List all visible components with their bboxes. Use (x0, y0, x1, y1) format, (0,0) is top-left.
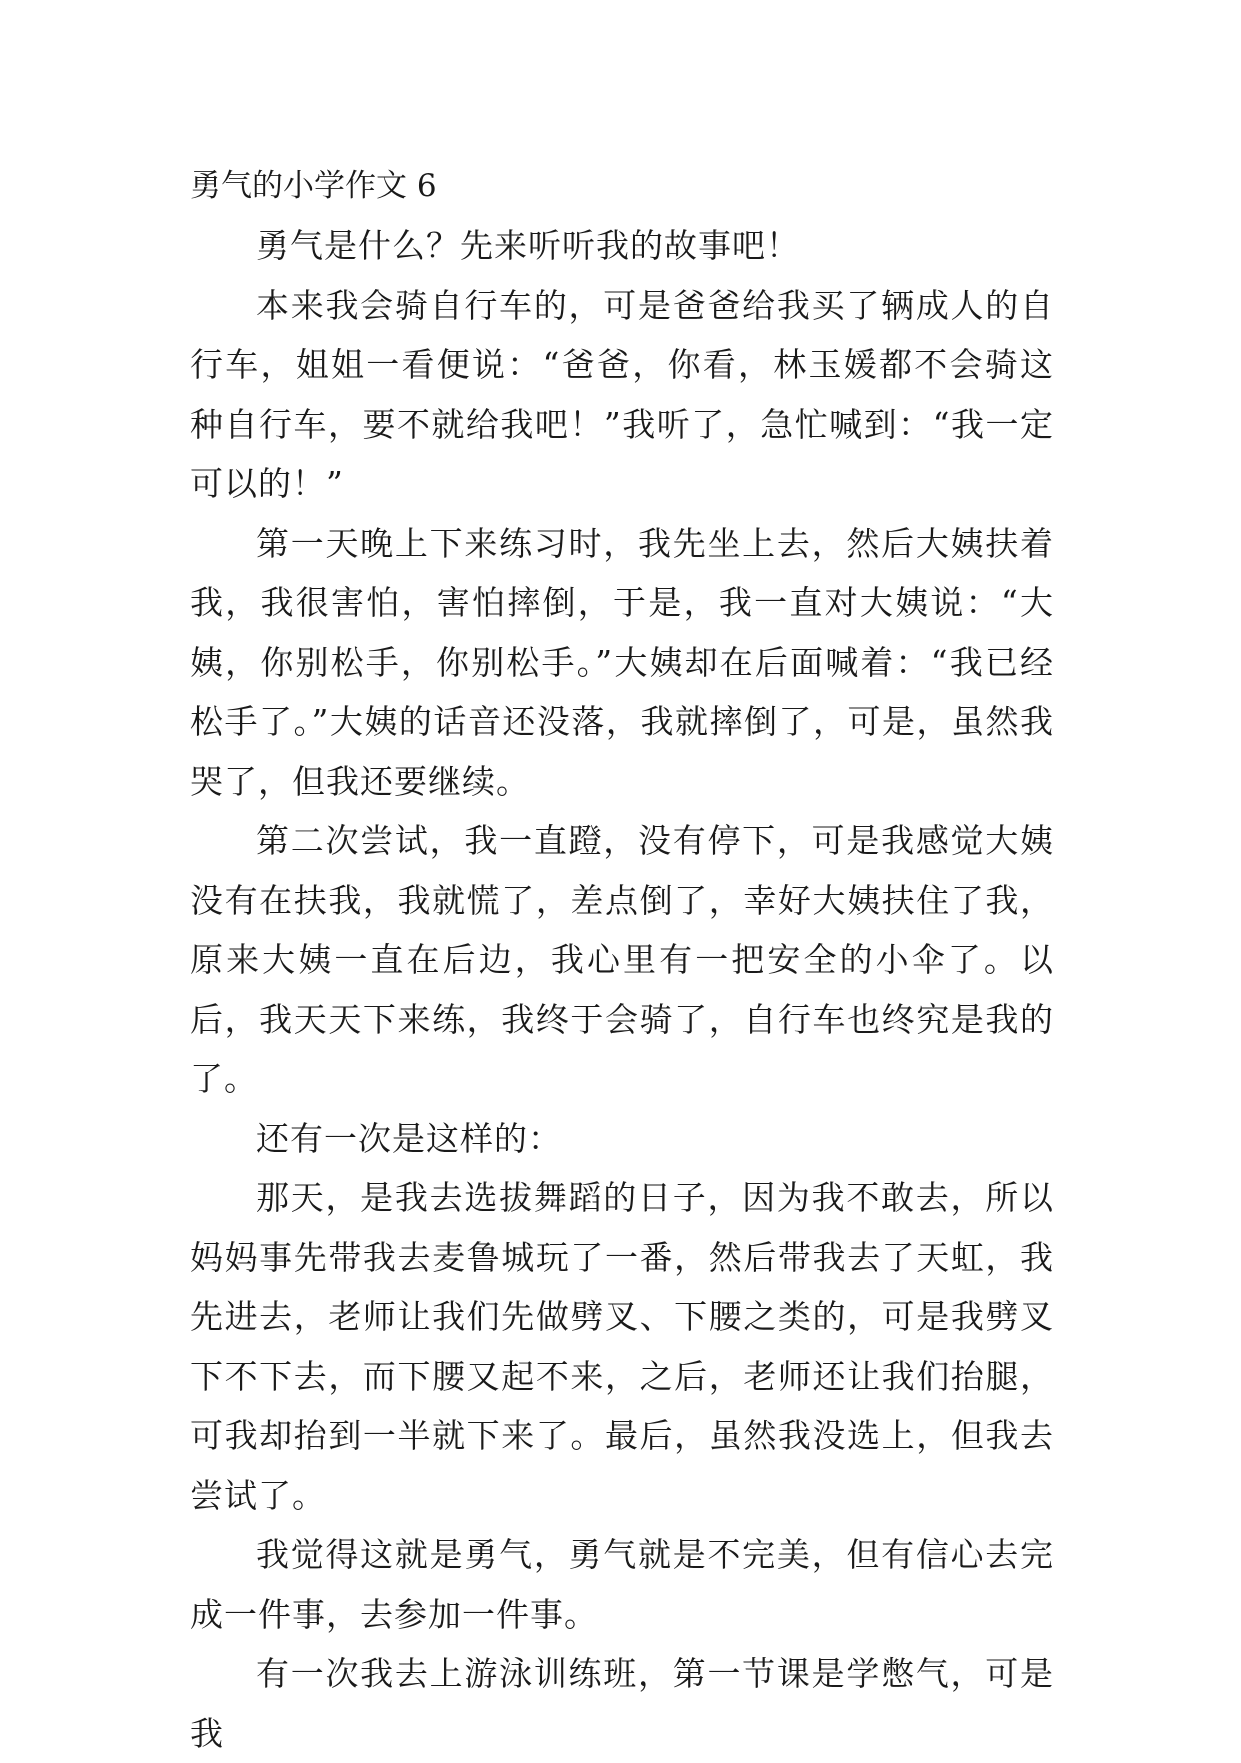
paragraph: 那天，是我去选拔舞蹈的日子，因为我不敢去，所以妈妈事先带我去麦鲁城玩了一番，然后带我去了天虹，我先进去，老师让我们先做劈叉、下腰之类的，可是我劈叉下不下去，而下腰又起不来，之后，老师还让我们抬腿，可我却抬到一半就下来了。最后，虽然我没选上，但我去尝试了。 (190, 1178, 1054, 1515)
paragraph: 本来我会骑自行车的，可是爸爸给我买了辆成人的自行车，姐姐一看便说：“爸爸，你看，林玉媛都不会骑这种自行车，要不就给我吧！”我听了，急忙喊到：“我一定可以的！” (190, 285, 1054, 503)
paragraph: 我觉得这就是勇气，勇气就是不完美，但有信心去完成一件事，去参加一件事。 (190, 1535, 1054, 1634)
paragraph: 第一天晚上下来练习时，我先坐上去，然后大姨扶着我，我很害怕，害怕摔倒，于是，我一直对大姨说：“大姨，你别松手，你别松手。”大姨却在后面喊着：“我已经松手了。”大姨的话音还没落，我就摔倒了，可是，虽然我哭了，但我还要继续。 (190, 523, 1054, 801)
document-title: 勇气的小学作文 6 (190, 168, 437, 204)
document-body (190, 216, 1054, 1763)
paragraph: 勇气是什么？先来听听我的故事吧！ (256, 226, 800, 265)
paragraph: 还有一次是这样的： (256, 1118, 562, 1158)
paragraph: 第二次尝试，我一直蹬，没有停下，可是我感觉大姨没有在扶我，我就慌了，差点倒了，幸好大姨扶住了我，原来大姨一直在后边，我心里有一把安全的小伞了。以后，我天天下来练，我终于会骑了，自行车也终究是我的了。 (190, 821, 1054, 1098)
paragraph: 有一次我去上游泳训练班，第一节课是学憋气，可是我 (190, 1654, 1054, 1753)
